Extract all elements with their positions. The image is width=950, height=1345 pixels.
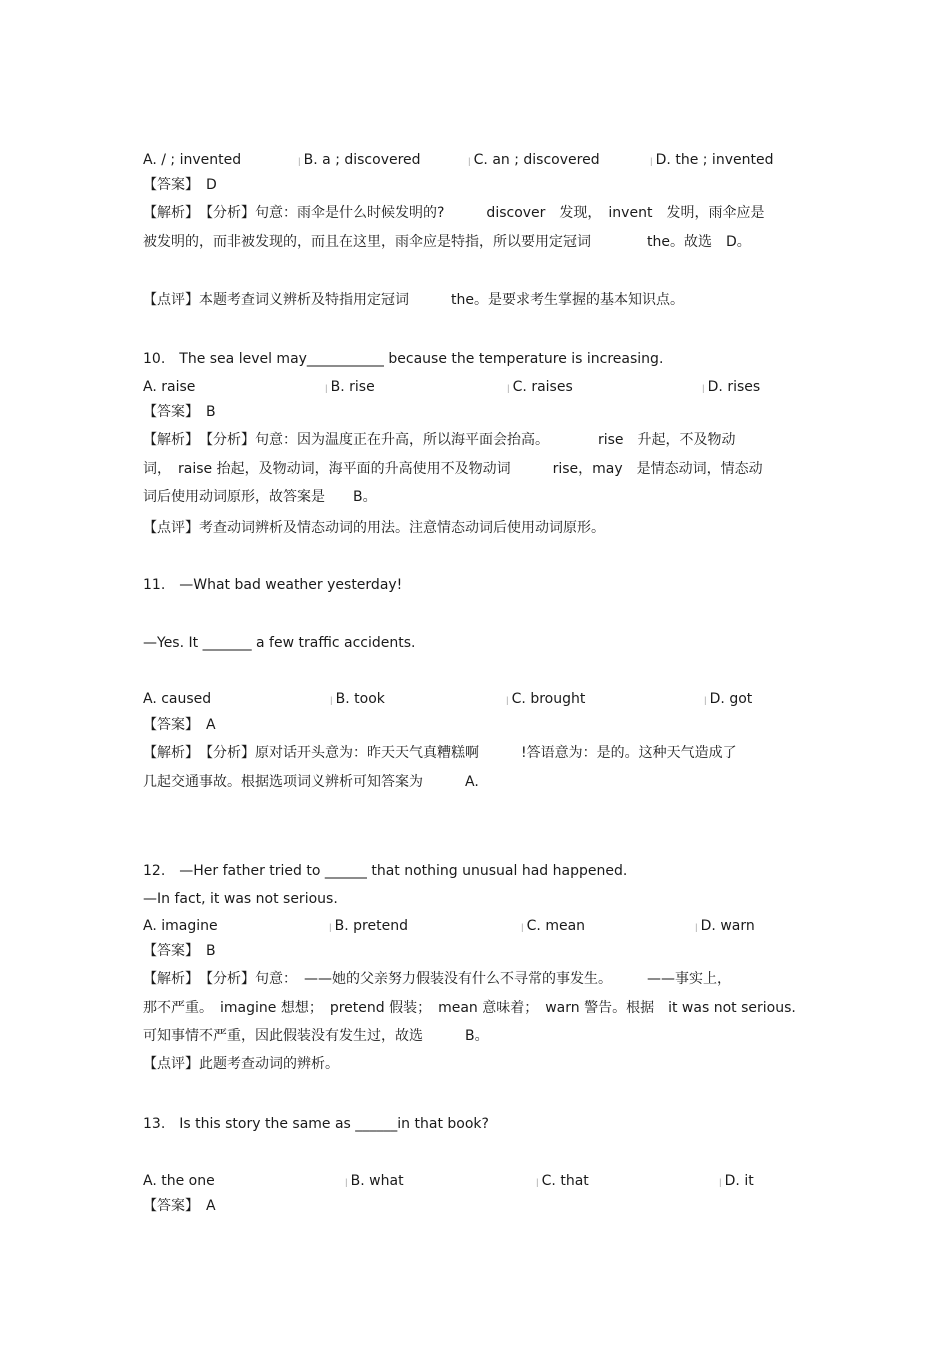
q9-analysis-line: 被发明的，而非被发现的，而且在这里，雨伞应是特指，所以要用定冠词 the。故选 D。 [143, 234, 751, 250]
q10-comment: 【点评】考查动词辨析及情态动词的用法。注意情态动词后使用动词原形。 [143, 520, 605, 536]
q9-option-c [468, 151, 600, 171]
option-separator: ǀ [695, 923, 698, 933]
option-text: C. brought [511, 691, 586, 707]
q10-analysis-line: 词， raise 抬起，及物动词，海平面的升高使用不及物动词 rise，may 是情态动词，情态动 [143, 461, 763, 477]
q12-reply: —In fact, it was not serious. [143, 891, 338, 907]
q10-option-a: A. raise [143, 379, 196, 395]
option-text: B. a ; discovered [303, 152, 421, 168]
q13-option-a: A. the one [143, 1173, 215, 1189]
option-separator: ǀ [507, 384, 510, 394]
q11-answer: 【答案】 A [143, 717, 216, 733]
option-text: B. took [335, 691, 385, 707]
option-text: C. an ; discovered [473, 152, 600, 168]
q10-analysis-line: 词后使用动词原形，故答案是 B。 [143, 489, 377, 505]
option-separator: ǀ [704, 696, 707, 706]
option-text: D. it [724, 1173, 754, 1189]
q12-analysis-line: 那不严重。 imagine 想想； pretend 假装； mean 意味着； warn 警告。根据 it was not serious. [143, 1000, 796, 1016]
option-text: C. mean [526, 918, 586, 934]
q9-answer: 【答案】 D [143, 177, 217, 193]
q11-option-a: A. caused [143, 691, 212, 707]
q9-option-d [650, 151, 773, 171]
option-separator: ǀ [345, 1178, 348, 1188]
option-text: C. raises [512, 379, 573, 395]
q13-option-c [536, 1172, 589, 1192]
option-separator: ǀ [468, 157, 471, 167]
q10-option-b [325, 378, 375, 398]
q12-stem: 12. —Her father tried to ______ that nothing unusual had happened. [143, 863, 628, 879]
q10-stem: 10. The sea level may___________ because the temperature is increasing. [143, 351, 664, 367]
option-separator: ǀ [325, 384, 328, 394]
q11-option-c [506, 690, 585, 710]
q13-option-d [719, 1172, 754, 1192]
q12-option-b [329, 917, 408, 937]
option-separator: ǀ [702, 384, 705, 394]
option-separator: ǀ [330, 696, 333, 706]
option-text: B. rise [330, 379, 375, 395]
q12-option-a: A. imagine [143, 918, 218, 934]
q9-analysis-line: 【解析】 【分析】句意：雨伞是什么时候发明的? discover 发现， invent 发明，雨伞应是 [143, 205, 765, 221]
q11-analysis-line: 【解析】 【分析】原对话开头意为：昨天天气真糟糕啊 !答语意为：是的。这种天气造成了 [143, 745, 737, 761]
q11-reply: —Yes. It _______ a few traffic accidents. [143, 635, 416, 651]
q9-comment: 【点评】本题考查词义辨析及特指用定冠词 the。是要求考生掌握的基本知识点。 [143, 292, 684, 308]
q12-analysis-line: 【解析】 【分析】句意： ——她的父亲努力假装没有什么不寻常的事发生。 ——事实上， [143, 971, 731, 987]
option-text: D. got [709, 691, 753, 707]
q9-option-a: A. / ; invented [143, 152, 242, 168]
q10-answer: 【答案】 B [143, 404, 216, 420]
q10-analysis-line: 【解析】 【分析】句意：因为温度正在升高，所以海平面会抬高。 rise 升起，不及物动 [143, 432, 736, 448]
option-separator: ǀ [329, 923, 332, 933]
option-separator: ǀ [521, 923, 524, 933]
option-separator: ǀ [298, 157, 301, 167]
q11-stem: 11. —What bad weather yesterday! [143, 577, 403, 593]
q9-option-b [298, 151, 421, 171]
option-text: D. the ; invented [655, 152, 774, 168]
q10-option-d [702, 378, 760, 398]
option-separator: ǀ [650, 157, 653, 167]
q13-option-b [345, 1172, 404, 1192]
q13-stem: 13. Is this story the same as ______in that book? [143, 1116, 489, 1132]
q12-answer: 【答案】 B [143, 943, 216, 959]
q12-comment: 【点评】此题考查动词的辨析。 [143, 1056, 339, 1072]
option-text: B. what [350, 1173, 404, 1189]
q12-option-c [521, 917, 585, 937]
option-separator: ǀ [536, 1178, 539, 1188]
option-separator: ǀ [719, 1178, 722, 1188]
q12-analysis-line: 可知事情不严重，因此假装没有发生过，故选 B。 [143, 1028, 489, 1044]
q13-answer: 【答案】 A [143, 1198, 216, 1214]
option-text: D. warn [700, 918, 755, 934]
option-text: B. pretend [334, 918, 408, 934]
q12-option-d [695, 917, 755, 937]
q11-option-d [704, 690, 752, 710]
q10-option-c [507, 378, 573, 398]
option-text: D. rises [707, 379, 761, 395]
option-separator: ǀ [506, 696, 509, 706]
q11-analysis-line: 几起交通事故。根据选项词义辨析可知答案为 A. [143, 774, 479, 790]
option-text: C. that [541, 1173, 589, 1189]
q11-option-b [330, 690, 385, 710]
